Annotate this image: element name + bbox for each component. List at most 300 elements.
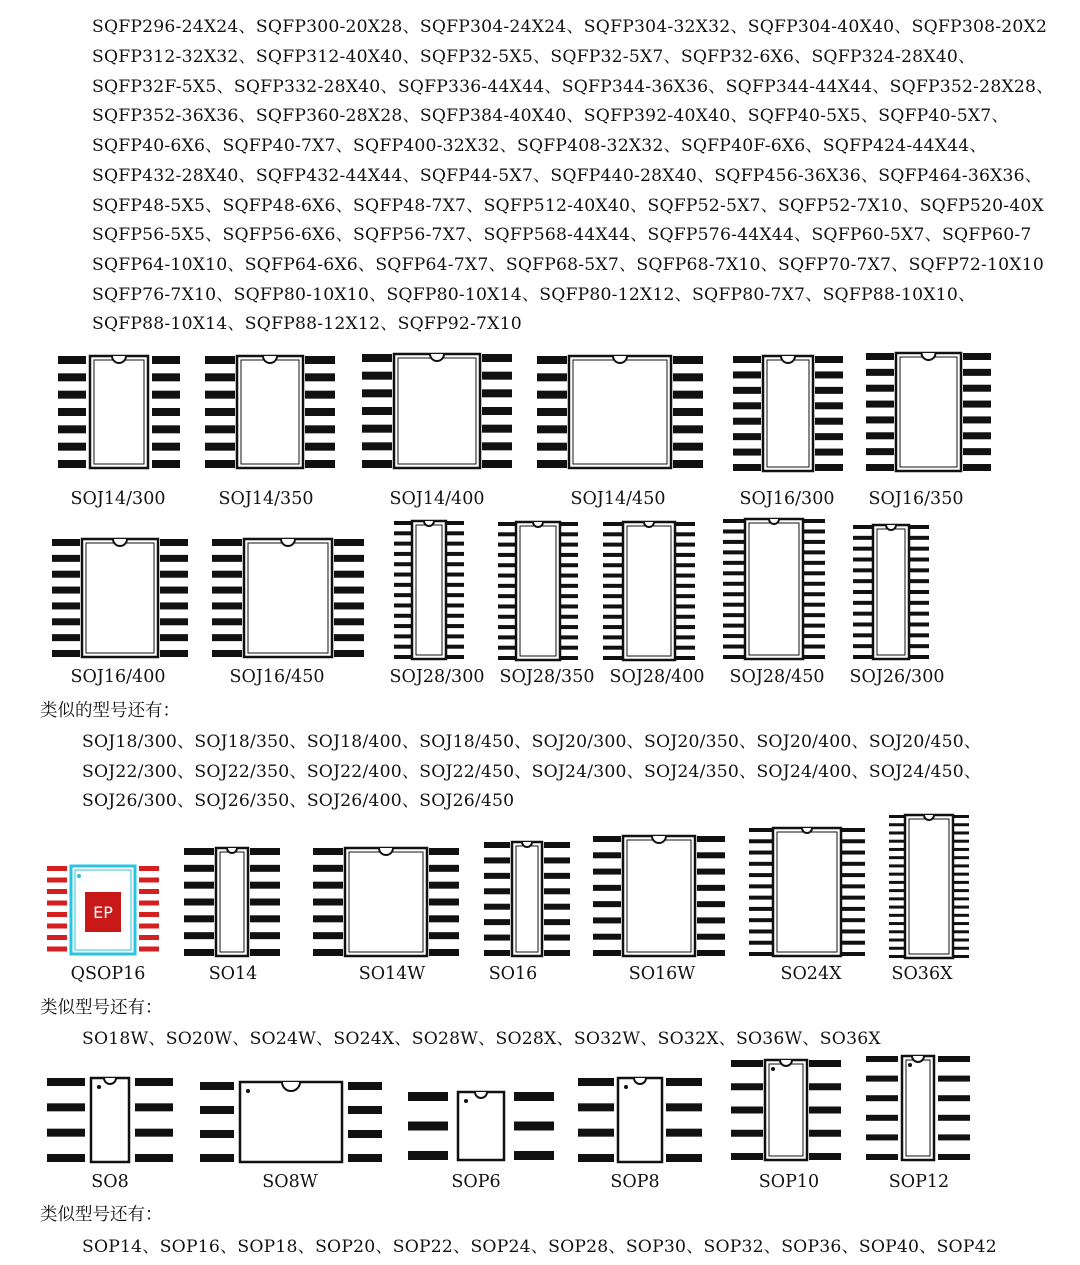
package-body: [745, 519, 803, 659]
pin-pad: [205, 373, 235, 381]
pin-pad: [348, 1082, 382, 1090]
pin-pad: [560, 646, 578, 650]
pin1-notch: [780, 1060, 792, 1066]
pin-pad: [139, 889, 159, 894]
pin-pad: [160, 650, 188, 657]
pin-pad: [675, 532, 695, 536]
pin-pad: [152, 425, 180, 433]
pin-pad: [482, 389, 512, 397]
pin-pad: [889, 815, 905, 818]
pin-pad: [498, 594, 516, 598]
pin-pad: [673, 373, 703, 381]
pin-pad: [305, 425, 335, 433]
soj16-450-footprint: [212, 539, 364, 657]
pin-pad: [889, 831, 905, 834]
pin-pad: [348, 1154, 382, 1162]
pin-pad: [334, 650, 364, 657]
sqfp-line: SQFP40-6X6、SQFP40-7X7、SQFP400-32X32、SQFP408-32X32、SQFP40F-6X6、SQFP424-44X44、: [92, 136, 987, 156]
pin-pad: [953, 889, 969, 892]
pin-pad: [212, 539, 242, 546]
pin-pad: [160, 634, 188, 641]
package-body: [763, 356, 813, 471]
pin-pad: [560, 522, 578, 526]
pin-pad: [560, 615, 578, 619]
pin-pad: [603, 584, 623, 588]
pin-pad: [498, 563, 516, 567]
pin-pad: [305, 356, 335, 364]
pin-pad: [889, 856, 905, 859]
pin-pad: [733, 433, 761, 440]
pin-pad: [603, 563, 623, 567]
pin-pad: [47, 1078, 85, 1086]
pin-pad: [482, 354, 512, 362]
pin-pad: [160, 555, 188, 562]
pin-pad: [841, 873, 865, 877]
package-body: [905, 815, 953, 958]
pin-pad: [723, 582, 745, 586]
pin-pad: [815, 433, 843, 440]
pin-pad: [733, 418, 761, 425]
pin-pad: [749, 828, 773, 832]
package-label-soj16-450: SOJ16/450: [229, 667, 325, 687]
pin-pad: [47, 924, 67, 929]
pin-pad: [446, 531, 464, 535]
pin-pad: [139, 912, 159, 917]
pin-pad: [603, 656, 623, 660]
pin-pad: [482, 407, 512, 415]
pin-pad: [313, 932, 343, 939]
pin-pad: [953, 864, 969, 867]
pin-pad: [446, 624, 464, 628]
pin1-dot: [908, 1063, 912, 1067]
pin-pad: [578, 1129, 614, 1137]
package-body: [412, 521, 446, 659]
pin-pad: [313, 915, 343, 922]
pin-pad: [723, 519, 745, 523]
pin-pad: [593, 869, 621, 875]
package-label-so24x: SO24X: [780, 964, 842, 984]
pin-pad: [853, 525, 873, 529]
pin-pad: [853, 644, 873, 648]
pin-pad: [429, 882, 459, 889]
package-label-sop6: SOP6: [451, 1172, 501, 1192]
pin-pad: [482, 372, 512, 380]
package-label-sop12: SOP12: [888, 1172, 950, 1192]
pin-pad: [139, 866, 159, 871]
pin-pad: [544, 857, 570, 863]
pin-pad: [723, 561, 745, 565]
pin-pad: [841, 862, 865, 866]
pin-pad: [853, 655, 873, 659]
package-body: [873, 525, 909, 659]
pin-pad: [593, 885, 621, 891]
pin-pad: [484, 888, 510, 894]
pin-pad: [603, 522, 623, 526]
package-body: [618, 1078, 662, 1162]
pin-pad: [733, 371, 761, 378]
pin-pad: [313, 882, 343, 889]
pin-pad: [675, 584, 695, 588]
pin-pad: [152, 460, 180, 468]
pin-pad: [52, 634, 80, 641]
pin-pad: [52, 571, 80, 578]
pin-pad: [498, 553, 516, 557]
pin-pad: [484, 935, 510, 941]
so14-footprint: [184, 848, 280, 956]
pin1-notch: [475, 1092, 487, 1098]
package-label-soj16-300: SOJ16/300: [739, 489, 835, 509]
pin-pad: [446, 614, 464, 618]
package-label-so14w: SO14W: [358, 964, 426, 984]
pin-pad: [803, 645, 825, 649]
pin-pad: [809, 1060, 841, 1067]
pin-pad: [58, 391, 86, 399]
pin-pad: [200, 1154, 234, 1162]
pin-pad: [498, 532, 516, 536]
pin-pad: [52, 555, 80, 562]
pin-pad: [853, 590, 873, 594]
package-body: [244, 539, 332, 657]
pin-pad: [135, 1078, 173, 1086]
pin-pad: [666, 1154, 702, 1162]
pin-pad: [675, 522, 695, 526]
pin-pad: [446, 552, 464, 556]
pin-pad: [963, 416, 991, 423]
pin1-notch: [424, 521, 434, 526]
package-label-soj14-400: SOJ14/400: [389, 489, 485, 509]
soj28-300-footprint: [394, 521, 464, 659]
package-body: [516, 522, 560, 660]
pin-pad: [603, 646, 623, 650]
pin1-dot: [771, 1067, 775, 1071]
pin-pad: [429, 915, 459, 922]
pin-pad: [803, 550, 825, 554]
pin1-notch: [227, 848, 237, 853]
pin-pad: [603, 625, 623, 629]
soj14-450-footprint: [537, 356, 703, 468]
package-body: [216, 848, 248, 956]
pin1-notch: [113, 539, 127, 546]
pin-pad: [593, 917, 621, 923]
pin-pad: [334, 539, 364, 546]
pin-pad: [446, 603, 464, 607]
pin-pad: [47, 889, 67, 894]
pin-pad: [853, 612, 873, 616]
pin-pad: [578, 1103, 614, 1111]
pin-pad: [697, 869, 725, 875]
pin-pad: [953, 922, 969, 925]
pin-pad: [749, 896, 773, 900]
pin-pad: [184, 882, 214, 889]
pin-pad: [733, 464, 761, 471]
pin-pad: [853, 536, 873, 540]
pin-pad: [673, 460, 703, 468]
pin-pad: [963, 432, 991, 439]
pin-pad: [152, 391, 180, 399]
pin-pad: [160, 602, 188, 609]
pin-pad: [697, 950, 725, 956]
pin-pad: [348, 1130, 382, 1138]
soj28-450-footprint: [723, 519, 825, 659]
pin-pad: [544, 935, 570, 941]
package-label-soj28-300: SOJ28/300: [389, 667, 485, 687]
pin-pad: [47, 878, 67, 883]
pin-pad: [362, 407, 392, 415]
pin-pad: [803, 582, 825, 586]
pin1-notch: [522, 842, 532, 847]
pin1-notch: [886, 525, 896, 530]
pin-pad: [853, 547, 873, 551]
pin1-notch: [263, 356, 277, 363]
pin-pad: [749, 884, 773, 888]
pin-pad: [135, 1129, 173, 1137]
pin-pad: [135, 1103, 173, 1111]
pin-pad: [749, 918, 773, 922]
pin1-notch: [379, 848, 393, 855]
pin-pad: [334, 571, 364, 578]
pin-pad: [866, 448, 894, 455]
pin-pad: [58, 356, 86, 364]
pin-pad: [909, 612, 929, 616]
pin-pad: [853, 623, 873, 627]
sqfp-line: SQFP76-7X10、SQFP80-10X10、SQFP80-10X14、SQFP80-12X12、SQFP80-7X7、SQFP88-10X10、: [92, 285, 976, 305]
pin-pad: [362, 425, 392, 433]
sqfp-line: SQFP312-32X32、SQFP312-40X40、SQFP32-5X5、SQFP32-5X7、SQFP32-6X6、SQFP324-28X40、: [92, 47, 976, 67]
pin-pad: [953, 906, 969, 909]
pin-pad: [498, 646, 516, 650]
pin-pad: [514, 1122, 554, 1131]
pin-pad: [889, 864, 905, 867]
pin-pad: [362, 460, 392, 468]
pin-pad: [394, 645, 412, 649]
pin-pad: [697, 885, 725, 891]
pin-pad: [889, 881, 905, 884]
pin-pad: [733, 387, 761, 394]
package-body: [82, 539, 158, 657]
pin-pad: [723, 529, 745, 533]
pin-pad: [498, 574, 516, 578]
soj-similar-intro: 类似的型号还有：: [40, 701, 180, 721]
pin-pad: [212, 602, 242, 609]
pin-pad: [938, 1134, 970, 1140]
pin-pad: [909, 655, 929, 659]
package-label-soj16-400: SOJ16/400: [70, 667, 166, 687]
so16-footprint: [484, 842, 570, 956]
pin-pad: [212, 587, 242, 594]
pin-pad: [841, 929, 865, 933]
pin-pad: [675, 646, 695, 650]
package-label-so36x: SO36X: [891, 964, 953, 984]
pin-pad: [841, 828, 865, 832]
pin-pad: [47, 947, 67, 952]
pin-pad: [560, 594, 578, 598]
pin-pad: [484, 873, 510, 879]
pin-pad: [841, 918, 865, 922]
package-body: [765, 1060, 807, 1160]
pin-pad: [394, 624, 412, 628]
pin-pad: [803, 561, 825, 565]
pin-pad: [749, 873, 773, 877]
sqfp-line: SQFP56-5X5、SQFP56-6X6、SQFP56-7X7、SQFP568-44X44、SQFP576-44X44、SQFP60-5X7、SQFP60-7: [92, 225, 1032, 245]
pin-pad: [212, 555, 242, 562]
pin-pad: [675, 543, 695, 547]
pin1-notch: [533, 522, 543, 527]
package-label-soj14-450: SOJ14/450: [570, 489, 666, 509]
pin-pad: [866, 1095, 898, 1101]
pin-pad: [697, 836, 725, 842]
so14w-footprint: [313, 848, 459, 956]
sqfp-line: SQFP88-10X14、SQFP88-12X12、SQFP92-7X10: [92, 314, 522, 334]
pin-pad: [139, 901, 159, 906]
pin-pad: [953, 840, 969, 843]
pin-pad: [484, 857, 510, 863]
pin-pad: [953, 881, 969, 884]
sqfp-line: SQFP32F-5X5、SQFP332-28X40、SQFP336-44X44、SQFP344-36X36、SQFP344-44X44、SQFP352-28X28、: [92, 77, 1054, 97]
pin-pad: [953, 873, 969, 876]
pin-pad: [963, 401, 991, 408]
pin-pad: [803, 540, 825, 544]
pin-pad: [866, 353, 894, 360]
pin-pad: [723, 540, 745, 544]
pin-pad: [866, 1134, 898, 1140]
soj16-400-footprint: [52, 539, 188, 657]
pin-pad: [723, 655, 745, 659]
pin-pad: [348, 1106, 382, 1114]
sop12-footprint: [866, 1056, 970, 1160]
pin-pad: [429, 932, 459, 939]
pin-pad: [160, 618, 188, 625]
pin-pad: [47, 912, 67, 917]
pin1-notch: [112, 356, 126, 363]
pin-pad: [866, 369, 894, 376]
pin-pad: [394, 614, 412, 618]
pin-pad: [963, 448, 991, 455]
pin-pad: [429, 848, 459, 855]
pin1-notch: [769, 519, 779, 524]
soj14-300-footprint: [58, 356, 180, 468]
pin-pad: [250, 848, 280, 855]
pin-pad: [139, 878, 159, 883]
qsop16-footprint: [47, 866, 159, 954]
pin-pad: [841, 839, 865, 843]
pin-pad: [953, 939, 969, 942]
pin-pad: [815, 464, 843, 471]
pin-pad: [803, 519, 825, 523]
package-label-sop8: SOP8: [610, 1172, 660, 1192]
pin-pad: [205, 391, 235, 399]
pin-pad: [184, 848, 214, 855]
pin-pad: [544, 919, 570, 925]
pin-pad: [953, 815, 969, 818]
pin-pad: [675, 574, 695, 578]
pin-pad: [803, 655, 825, 659]
pin-pad: [408, 1122, 448, 1131]
pin1-notch: [652, 836, 666, 843]
pin-pad: [362, 442, 392, 450]
pin-pad: [889, 947, 905, 950]
pin-pad: [334, 634, 364, 641]
pin-pad: [603, 574, 623, 578]
pin-pad: [815, 418, 843, 425]
pin-pad: [593, 950, 621, 956]
pin-pad: [305, 460, 335, 468]
pin-pad: [334, 587, 364, 594]
package-body: [623, 836, 695, 956]
pin-pad: [514, 1092, 554, 1101]
pin-pad: [139, 935, 159, 940]
pin-pad: [152, 408, 180, 416]
pin-pad: [362, 389, 392, 397]
pin-pad: [731, 1107, 763, 1114]
pin-pad: [394, 634, 412, 638]
package-label-soj16-350: SOJ16/350: [868, 489, 964, 509]
package-label-soj28-400: SOJ28/400: [609, 667, 705, 687]
pin-pad: [544, 873, 570, 879]
pin-pad: [578, 1078, 614, 1086]
pin-pad: [560, 543, 578, 547]
pin-pad: [809, 1083, 841, 1090]
package-body: [896, 353, 961, 471]
pin-pad: [537, 443, 567, 451]
package-body: [345, 848, 427, 956]
pin-pad: [446, 521, 464, 525]
pin-pad: [749, 941, 773, 945]
pin-pad: [853, 633, 873, 637]
pin-pad: [47, 1129, 85, 1137]
pin-pad: [673, 443, 703, 451]
pin-pad: [250, 949, 280, 956]
package-body: [569, 356, 671, 468]
pin-pad: [675, 656, 695, 660]
pin-pad: [184, 865, 214, 872]
pin-pad: [673, 425, 703, 433]
soj-similar-line: SOJ22/300、SOJ22/350、SOJ22/400、SOJ22/450、SOJ24/300、SOJ24/350、SOJ24/400、SOJ24/450、: [82, 762, 982, 782]
pin-pad: [749, 862, 773, 866]
pin1-notch: [282, 1082, 300, 1091]
pin-pad: [675, 604, 695, 608]
pin-pad: [963, 464, 991, 471]
pin-pad: [841, 941, 865, 945]
pin-pad: [749, 929, 773, 933]
pin-pad: [408, 1151, 448, 1160]
package-label-qsop16: QSOP16: [70, 964, 146, 984]
pin-pad: [675, 594, 695, 598]
pin-pad: [498, 656, 516, 660]
package-body: [773, 828, 841, 956]
pin-pad: [841, 851, 865, 855]
soj14-400-footprint: [362, 354, 512, 468]
pin-pad: [334, 555, 364, 562]
pin-pad: [394, 593, 412, 597]
pin-pad: [394, 655, 412, 659]
pin1-notch: [802, 828, 812, 833]
pin1-notch: [104, 1078, 116, 1084]
pin-pad: [184, 915, 214, 922]
pin-pad: [953, 897, 969, 900]
pin-pad: [815, 402, 843, 409]
pin-pad: [889, 930, 905, 933]
package-body: [237, 356, 303, 468]
pin-pad: [305, 408, 335, 416]
pin-pad: [537, 408, 567, 416]
pin-pad: [803, 603, 825, 607]
pin-pad: [909, 525, 929, 529]
pin-pad: [52, 539, 80, 546]
pin-pad: [909, 644, 929, 648]
pin-pad: [723, 624, 745, 628]
pin-pad: [866, 1115, 898, 1121]
package-body: [394, 354, 480, 468]
